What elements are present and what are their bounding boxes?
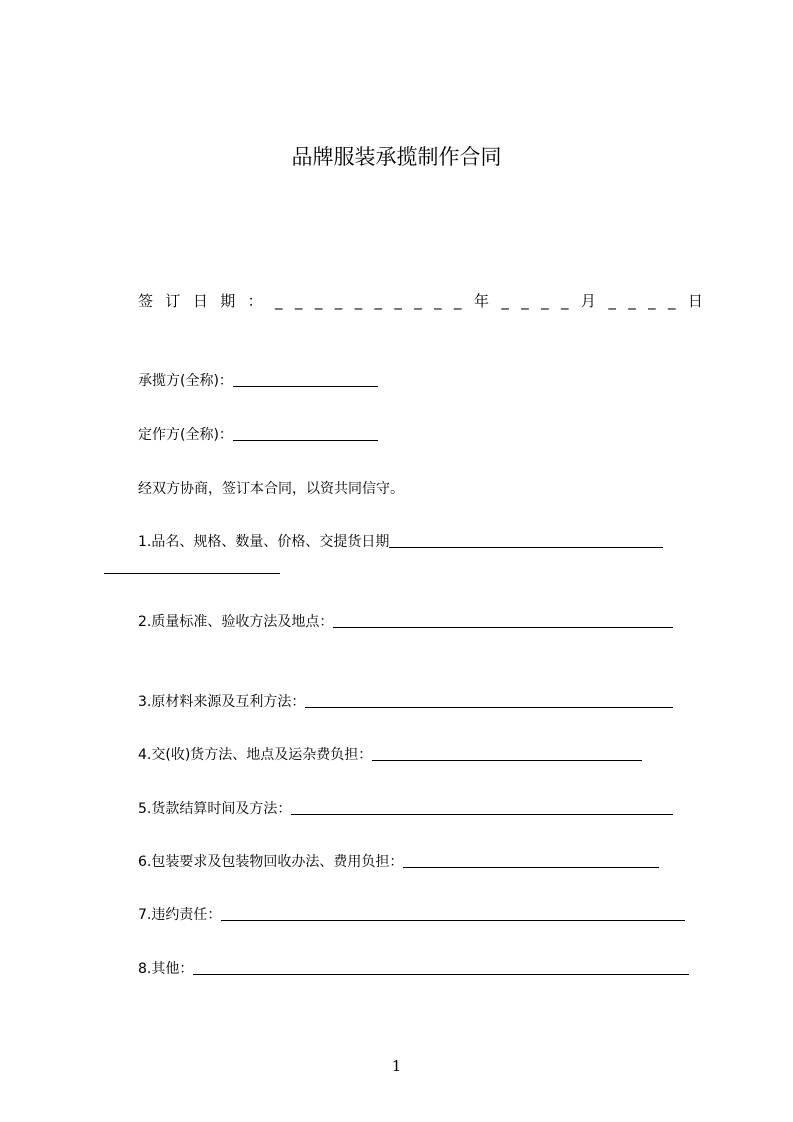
sign-date-blank: _ bbox=[334, 292, 343, 310]
clause-8-field[interactable] bbox=[193, 960, 689, 975]
sign-date-char: 月 bbox=[580, 292, 596, 310]
clause-5 bbox=[138, 800, 673, 818]
clause-3 bbox=[138, 693, 673, 711]
sign-date-blank: _ bbox=[294, 292, 303, 310]
page-number: 1 bbox=[391, 1057, 402, 1075]
clause-6-label: 6.包装要求及包装物回收办法、费用负担： bbox=[138, 854, 404, 870]
clause-4-field[interactable] bbox=[372, 746, 642, 761]
document-title: 品牌服装承揽制作合同 bbox=[291, 145, 502, 169]
sign-date-char: ： bbox=[247, 292, 263, 310]
contractor-line bbox=[138, 372, 378, 390]
clause-3-label: 3.原材料来源及互利方法： bbox=[138, 694, 306, 710]
sign-date-blank: _ bbox=[561, 292, 569, 310]
sign-date-blank: _ bbox=[314, 292, 323, 310]
sign-date-char: 签 bbox=[138, 292, 154, 310]
sign-date-blank: _ bbox=[374, 292, 382, 310]
sign-date-char: 日 bbox=[687, 292, 703, 310]
sign-date-blank: _ bbox=[275, 292, 283, 310]
sign-date-blank: _ bbox=[454, 292, 462, 310]
sign-date-blank: _ bbox=[501, 292, 509, 310]
clause-4-label: 4.交(收)货方法、地点及运杂费负担： bbox=[138, 747, 373, 763]
clause-2-field[interactable] bbox=[333, 613, 673, 628]
contractor-name-field[interactable] bbox=[233, 372, 378, 387]
clause-1-field[interactable] bbox=[389, 533, 663, 548]
client-name-field[interactable] bbox=[233, 426, 378, 441]
sign-date-char: 年 bbox=[473, 292, 489, 310]
clause-2-label: 2.质量标准、验收方法及地点： bbox=[138, 614, 334, 630]
clause-5-label: 5.货款结算时间及方法： bbox=[138, 801, 292, 817]
clause-3-field[interactable] bbox=[305, 693, 673, 708]
contractor-label: 承揽方(全称)： bbox=[138, 373, 233, 389]
clause-7-field[interactable] bbox=[221, 906, 685, 921]
sign-date-blank: _ bbox=[608, 292, 616, 310]
clause-4 bbox=[138, 746, 642, 764]
clause-6-field[interactable] bbox=[403, 853, 659, 868]
clause-2 bbox=[138, 613, 673, 631]
clause-5-field[interactable] bbox=[291, 800, 673, 815]
sign-date-char: 期 bbox=[220, 292, 236, 310]
clause-7 bbox=[138, 906, 685, 924]
client-label: 定作方(全称)： bbox=[138, 427, 233, 443]
clause-1-field-continuation[interactable] bbox=[104, 573, 280, 574]
sign-date-blank: _ bbox=[541, 292, 549, 310]
intro-text: 经双方协商，签订本合同，以资共同信守。 bbox=[138, 481, 404, 497]
client-line bbox=[138, 426, 378, 444]
sign-date-blank: _ bbox=[394, 292, 402, 310]
sign-date-blank: _ bbox=[521, 292, 529, 310]
clause-8-label: 8.其他： bbox=[138, 961, 194, 977]
sign-date-char: 日 bbox=[192, 292, 208, 310]
sign-date-blank: _ bbox=[414, 292, 422, 310]
sign-date-char: 订 bbox=[165, 292, 181, 310]
sign-date-blank: _ bbox=[434, 292, 442, 310]
sign-date-blank: _ bbox=[648, 292, 656, 310]
clause-1 bbox=[138, 533, 663, 551]
sign-date-line bbox=[138, 291, 703, 311]
clause-1-label: 1.品名、规格、数量、价格、交提货日期 bbox=[138, 534, 390, 550]
clause-7-label: 7.违约责任： bbox=[138, 907, 222, 923]
sign-date-blank: _ bbox=[628, 292, 636, 310]
clause-8 bbox=[138, 960, 689, 978]
sign-date-blank: _ bbox=[354, 292, 363, 310]
sign-date-blank: _ bbox=[667, 292, 676, 310]
clause-6 bbox=[138, 853, 659, 871]
